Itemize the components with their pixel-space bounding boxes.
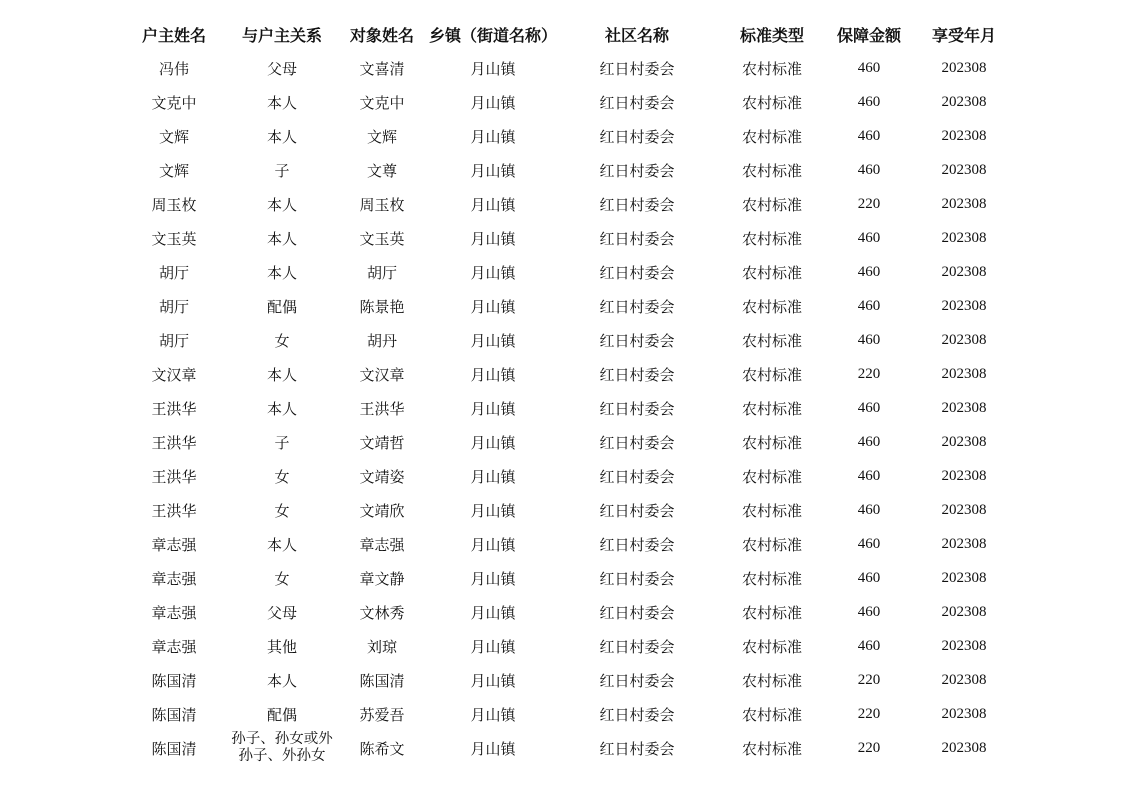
- cell-town: 月山镇: [470, 59, 516, 78]
- cell-town: 月山镇: [470, 297, 516, 316]
- table-row: [120, 187, 1018, 221]
- cell-amount: 460: [857, 93, 881, 110]
- cell-householder-name: 文汉章: [151, 365, 197, 384]
- header-householder-name: 户主姓名: [141, 25, 206, 45]
- cell-recipient-name: 陈景艳: [359, 297, 405, 316]
- cell-community: 红日村委会: [599, 637, 675, 656]
- cell-standard-type: 农村标准: [741, 705, 802, 724]
- cell-amount: 460: [857, 535, 881, 552]
- cell-recipient-name: 文玉英: [359, 229, 405, 248]
- cell-relationship: 女: [274, 331, 290, 350]
- table-row: [120, 221, 1018, 255]
- cell-relationship: 子: [274, 433, 290, 452]
- cell-community: 红日村委会: [599, 331, 675, 350]
- cell-month: 202308: [941, 569, 987, 586]
- cell-town: 月山镇: [470, 671, 516, 690]
- cell-month: 202308: [941, 297, 987, 314]
- table-row: [120, 323, 1018, 357]
- cell-householder-name: 陈国清: [151, 671, 197, 690]
- cell-community: 红日村委会: [599, 569, 675, 588]
- table-header: [120, 17, 1018, 51]
- cell-relationship: 父母: [266, 603, 297, 622]
- cell-householder-name: 陈国清: [151, 739, 197, 758]
- cell-householder-name: 周玉枚: [151, 195, 197, 214]
- cell-householder-name: 王洪华: [151, 399, 197, 418]
- cell-relationship: 本人: [266, 127, 297, 146]
- cell-recipient-name: 文克中: [359, 93, 405, 112]
- header-relationship: 与户主关系: [241, 25, 322, 45]
- cell-month: 202308: [941, 705, 987, 722]
- cell-recipient-name: 文靖姿: [359, 467, 405, 486]
- table-row: [120, 425, 1018, 459]
- cell-month: 202308: [941, 229, 987, 246]
- cell-community: 红日村委会: [599, 739, 675, 758]
- cell-amount: 460: [857, 297, 881, 314]
- cell-community: 红日村委会: [599, 535, 675, 554]
- cell-community: 红日村委会: [599, 263, 675, 282]
- cell-standard-type: 农村标准: [741, 535, 802, 554]
- cell-amount: 460: [857, 637, 881, 654]
- cell-community: 红日村委会: [599, 365, 675, 384]
- cell-town: 月山镇: [470, 739, 516, 758]
- cell-relationship: 父母: [266, 59, 297, 78]
- cell-householder-name: 章志强: [151, 603, 197, 622]
- cell-relationship: 女: [274, 569, 290, 588]
- cell-relationship: 女: [274, 501, 290, 520]
- header-amount: 保障金额: [836, 25, 901, 45]
- header-row: [120, 17, 1018, 51]
- table-body: [120, 51, 1018, 765]
- cell-relationship: 本人: [266, 195, 297, 214]
- cell-month: 202308: [941, 535, 987, 552]
- cell-standard-type: 农村标准: [741, 161, 802, 180]
- cell-standard-type: 农村标准: [741, 127, 802, 146]
- cell-recipient-name: 文辉: [366, 127, 397, 146]
- cell-amount: 220: [857, 195, 881, 212]
- header-town: 乡镇（街道名称）: [428, 25, 557, 45]
- cell-standard-type: 农村标准: [741, 93, 802, 112]
- cell-standard-type: 农村标准: [741, 739, 802, 758]
- table-row: [120, 493, 1018, 527]
- cell-relationship: 本人: [266, 535, 297, 554]
- cell-standard-type: 农村标准: [741, 59, 802, 78]
- cell-standard-type: 农村标准: [741, 195, 802, 214]
- cell-town: 月山镇: [470, 195, 516, 214]
- cell-relationship: 女: [274, 467, 290, 486]
- table-row: [120, 595, 1018, 629]
- cell-town: 月山镇: [470, 535, 516, 554]
- cell-relationship: 其他: [266, 637, 297, 656]
- cell-community: 红日村委会: [599, 671, 675, 690]
- cell-recipient-name: 刘琼: [366, 637, 397, 656]
- cell-town: 月山镇: [470, 263, 516, 282]
- table-row: [120, 697, 1018, 731]
- cell-month: 202308: [941, 433, 987, 450]
- cell-standard-type: 农村标准: [741, 637, 802, 656]
- cell-town: 月山镇: [470, 93, 516, 112]
- cell-community: 红日村委会: [599, 93, 675, 112]
- table-row: [120, 357, 1018, 391]
- cell-recipient-name: 苏爱吾: [359, 705, 405, 724]
- header-recipient-name: 对象姓名: [349, 25, 414, 45]
- cell-community: 红日村委会: [599, 127, 675, 146]
- cell-month: 202308: [941, 501, 987, 518]
- cell-recipient-name: 陈国清: [359, 671, 405, 690]
- cell-month: 202308: [941, 195, 987, 212]
- cell-month: 202308: [941, 59, 987, 76]
- cell-town: 月山镇: [470, 501, 516, 520]
- cell-relationship: 配偶: [266, 705, 297, 724]
- cell-householder-name: 章志强: [151, 535, 197, 554]
- cell-standard-type: 农村标准: [741, 671, 802, 690]
- cell-standard-type: 农村标准: [741, 365, 802, 384]
- cell-month: 202308: [941, 637, 987, 654]
- cell-community: 红日村委会: [599, 603, 675, 622]
- cell-recipient-name: 周玉枚: [359, 195, 405, 214]
- cell-recipient-name: 文喜清: [359, 59, 405, 78]
- cell-recipient-name: 胡丹: [366, 331, 397, 350]
- cell-community: 红日村委会: [599, 195, 675, 214]
- cell-householder-name: 王洪华: [151, 467, 197, 486]
- cell-town: 月山镇: [470, 467, 516, 486]
- cell-recipient-name: 文汉章: [359, 365, 405, 384]
- cell-month: 202308: [941, 739, 987, 756]
- cell-town: 月山镇: [470, 705, 516, 724]
- cell-recipient-name: 胡厅: [366, 263, 397, 282]
- cell-relationship: 孙子、孙女或外孙子、外孙女: [231, 731, 333, 764]
- cell-householder-name: 文辉: [158, 161, 189, 180]
- cell-month: 202308: [941, 331, 987, 348]
- cell-standard-type: 农村标准: [741, 331, 802, 350]
- cell-month: 202308: [941, 399, 987, 416]
- table-row: [120, 731, 1018, 765]
- cell-householder-name: 文辉: [158, 127, 189, 146]
- cell-standard-type: 农村标准: [741, 399, 802, 418]
- header-community: 社区名称: [604, 25, 669, 45]
- cell-community: 红日村委会: [599, 59, 675, 78]
- cell-community: 红日村委会: [599, 399, 675, 418]
- header-standard-type: 标准类型: [739, 25, 804, 45]
- cell-amount: 460: [857, 501, 881, 518]
- cell-recipient-name: 王洪华: [359, 399, 405, 418]
- cell-town: 月山镇: [470, 433, 516, 452]
- cell-month: 202308: [941, 161, 987, 178]
- cell-town: 月山镇: [470, 365, 516, 384]
- cell-amount: 460: [857, 127, 881, 144]
- cell-town: 月山镇: [470, 161, 516, 180]
- cell-month: 202308: [941, 127, 987, 144]
- cell-standard-type: 农村标准: [741, 603, 802, 622]
- cell-amount: 460: [857, 399, 881, 416]
- cell-householder-name: 章志强: [151, 569, 197, 588]
- cell-standard-type: 农村标准: [741, 433, 802, 452]
- cell-town: 月山镇: [470, 603, 516, 622]
- cell-amount: 220: [857, 671, 881, 688]
- cell-month: 202308: [941, 263, 987, 280]
- cell-relationship: 本人: [266, 93, 297, 112]
- cell-town: 月山镇: [470, 127, 516, 146]
- cell-amount: 460: [857, 433, 881, 450]
- table-row: [120, 527, 1018, 561]
- table-row: [120, 51, 1018, 85]
- cell-householder-name: 胡厅: [158, 263, 189, 282]
- cell-householder-name: 陈国清: [151, 705, 197, 724]
- cell-standard-type: 农村标准: [741, 501, 802, 520]
- cell-householder-name: 章志强: [151, 637, 197, 656]
- cell-recipient-name: 文林秀: [359, 603, 405, 622]
- cell-standard-type: 农村标准: [741, 229, 802, 248]
- cell-amount: 460: [857, 331, 881, 348]
- cell-relationship: 子: [274, 161, 290, 180]
- cell-relationship: 本人: [266, 399, 297, 418]
- cell-recipient-name: 文靖欣: [359, 501, 405, 520]
- cell-community: 红日村委会: [599, 467, 675, 486]
- cell-month: 202308: [941, 93, 987, 110]
- cell-amount: 460: [857, 59, 881, 76]
- cell-householder-name: 冯伟: [158, 59, 189, 78]
- cell-amount: 460: [857, 263, 881, 280]
- cell-householder-name: 王洪华: [151, 501, 197, 520]
- cell-standard-type: 农村标准: [741, 569, 802, 588]
- cell-recipient-name: 文尊: [366, 161, 397, 180]
- cell-recipient-name: 章文静: [359, 569, 405, 588]
- table-row: [120, 459, 1018, 493]
- cell-town: 月山镇: [470, 399, 516, 418]
- cell-amount: 460: [857, 603, 881, 620]
- cell-recipient-name: 章志强: [359, 535, 405, 554]
- cell-recipient-name: 文靖哲: [359, 433, 405, 452]
- assistance-table: [120, 17, 1018, 765]
- table-row: [120, 85, 1018, 119]
- cell-month: 202308: [941, 365, 987, 382]
- cell-month: 202308: [941, 671, 987, 688]
- cell-recipient-name: 陈希文: [359, 739, 405, 758]
- cell-relationship: 本人: [266, 365, 297, 384]
- cell-community: 红日村委会: [599, 501, 675, 520]
- cell-month: 202308: [941, 603, 987, 620]
- cell-town: 月山镇: [470, 229, 516, 248]
- cell-month: 202308: [941, 467, 987, 484]
- cell-community: 红日村委会: [599, 161, 675, 180]
- table-row: [120, 289, 1018, 323]
- cell-community: 红日村委会: [599, 705, 675, 724]
- table-row: [120, 561, 1018, 595]
- cell-town: 月山镇: [470, 569, 516, 588]
- cell-householder-name: 文玉英: [151, 229, 197, 248]
- cell-amount: 220: [857, 705, 881, 722]
- cell-town: 月山镇: [470, 331, 516, 350]
- cell-community: 红日村委会: [599, 433, 675, 452]
- cell-standard-type: 农村标准: [741, 467, 802, 486]
- cell-amount: 460: [857, 569, 881, 586]
- cell-amount: 220: [857, 365, 881, 382]
- cell-relationship: 本人: [266, 263, 297, 282]
- cell-standard-type: 农村标准: [741, 297, 802, 316]
- table-row: [120, 119, 1018, 153]
- cell-standard-type: 农村标准: [741, 263, 802, 282]
- cell-amount: 460: [857, 229, 881, 246]
- cell-relationship: 本人: [266, 671, 297, 690]
- document-sheet: [120, 17, 1000, 765]
- cell-householder-name: 王洪华: [151, 433, 197, 452]
- cell-community: 红日村委会: [599, 297, 675, 316]
- cell-amount: 460: [857, 467, 881, 484]
- header-month: 享受年月: [931, 25, 996, 45]
- table-row: [120, 391, 1018, 425]
- cell-relationship: 本人: [266, 229, 297, 248]
- cell-householder-name: 胡厅: [158, 297, 189, 316]
- cell-householder-name: 胡厅: [158, 331, 189, 350]
- table-row: [120, 153, 1018, 187]
- cell-relationship: 配偶: [266, 297, 297, 316]
- cell-householder-name: 文克中: [151, 93, 197, 112]
- cell-amount: 460: [857, 161, 881, 178]
- cell-town: 月山镇: [470, 637, 516, 656]
- table-row: [120, 255, 1018, 289]
- table-row: [120, 629, 1018, 663]
- cell-community: 红日村委会: [599, 229, 675, 248]
- table-row: [120, 663, 1018, 697]
- cell-amount: 220: [857, 739, 881, 756]
